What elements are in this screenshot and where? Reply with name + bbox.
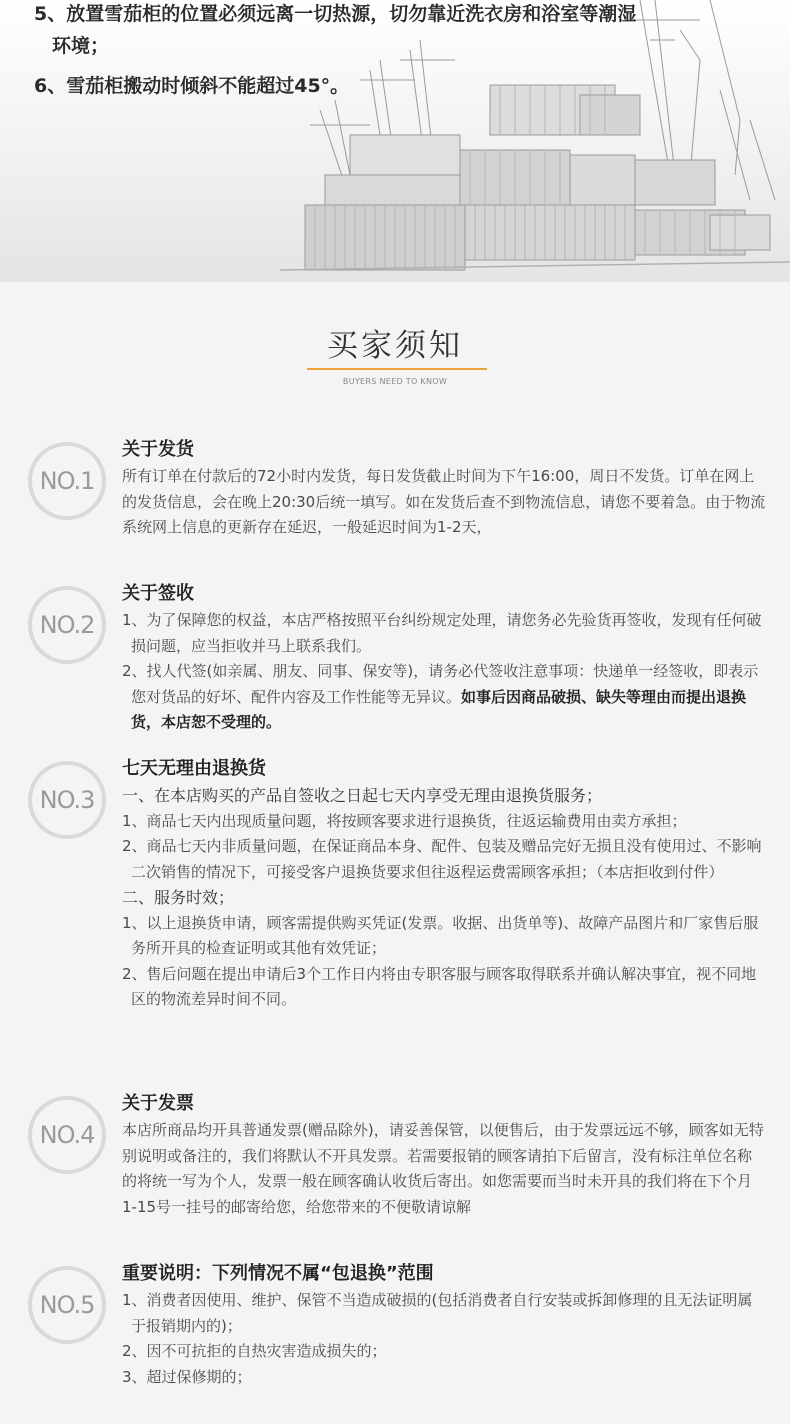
item-body: 本店所商品均开具普通发票(赠品除外)，请妥善保管，以便售后，由于发票远远不够，顾客如无特别说明或备注的，我们将默认不开具发票。若需要报销的顾客请拍下后留言，没有标注单位名称的将统一写为个人，发票一般在顾客确认收货后寄出。如您需要而当时未开具的我们将在下个月1-15号一挂号的邮寄给您，给您带来的不便敬请谅解 bbox=[122, 1121, 764, 1216]
no4-badge: NO.4 bbox=[28, 1096, 106, 1174]
item-title: 关于发货 bbox=[122, 439, 194, 460]
item-title: 七天无理由退换货 bbox=[122, 758, 266, 779]
item-subheading: 二、服务时效； bbox=[122, 888, 235, 907]
item-paragraph-text: 2、找人代签(如亲属、朋友、同事、保安等)，请务必代签收注意事项：快递单一经签收，即表示您对货品的好坏、配件内容及工作性能等无异议。 bbox=[122, 662, 759, 706]
tip-5-line1: 5、放置雪茄柜的位置必须远离一切热源，切勿靠近洗衣房和浴室等潮湿 bbox=[34, 3, 637, 25]
section-title-underline bbox=[307, 368, 487, 370]
item-paragraph: 1、消费者因使用、维护、保管不当造成破损的(包括消费者自行安装或拆卸修理的且无法证明属于报销期内的)； bbox=[122, 1291, 753, 1335]
no1-badge: NO.1 bbox=[28, 442, 106, 520]
tip-5-line2: 环境； bbox=[52, 35, 110, 57]
item-paragraph: 2、售后问题在提出申请后3个工作日内将由专职客服与顾客取得联系并确认解决事宜，视不同地区的物流差异时间不同。 bbox=[122, 964, 757, 1008]
item-paragraph: 2、商品七天内非质量问题，在保证商品本身、配件、包装及赠品完好无损且没有使用过、不影响二次销售的情况下，可接受客户退换货要求但往返程运费需顾客承担；（本店拒收到付件） bbox=[122, 837, 762, 881]
no3-badge: NO.3 bbox=[28, 761, 106, 839]
no2-badge: NO.2 bbox=[28, 586, 106, 664]
item-title: 关于发票 bbox=[122, 1093, 194, 1114]
item-paragraph-bold: 如事后因商品破损、缺失等理由而提出退换货，本店恕不受理的。 bbox=[131, 687, 747, 731]
tip-6: 6、雪茄柜搬动时倾斜不能超过45°。 bbox=[34, 75, 350, 97]
section-title: 买家须知 bbox=[327, 328, 463, 364]
section-subtitle: BUYERS NEED TO KNOW bbox=[342, 377, 448, 386]
item-paragraph: 3、超过保修期的； bbox=[122, 1367, 252, 1386]
item-paragraph: 1、为了保障您的权益，本店严格按照平台纠纷规定处理，请您务必先验货再签收，发现有任何破损问题，应当拒收并马上联系我们。 bbox=[122, 611, 762, 655]
item-title: 重要说明：下列情况不属“包退换”范围 bbox=[122, 1263, 434, 1284]
item-paragraph: 2、因不可抗拒的自热灾害造成损失的； bbox=[122, 1342, 387, 1360]
item-paragraph: 1、以上退换货申请，顾客需提供购买凭证(发票。收据、出货单等)、故障产品图片和厂家售后服务所开具的检查证明或其他有效凭证； bbox=[122, 913, 759, 957]
item-paragraph bbox=[122, 659, 766, 736]
item-paragraph: 1、商品七天内出现质量问题，将按顾客要求进行退换货，往返运输费用由卖方承担； bbox=[122, 811, 687, 830]
tip-5 bbox=[34, 0, 654, 62]
item-title: 关于签收 bbox=[122, 583, 194, 604]
top-banner bbox=[0, 0, 790, 282]
item-body: 所有订单在付款后的72小时内发货，每日发货截止时间为下午16:00，周日不发货。订单在网上的发货信息，会在晚上20:30后统一填写。如在发货后查不到物流信息，请您不要着急。由于物流系统网上信息的更新存在延迟，一般延迟时间为1-2天， bbox=[122, 467, 766, 536]
no5-badge: NO.5 bbox=[28, 1266, 106, 1344]
item-subheading: 一、在本店购买的产品自签收之日起七天内享受无理由退换货服务； bbox=[122, 786, 603, 805]
